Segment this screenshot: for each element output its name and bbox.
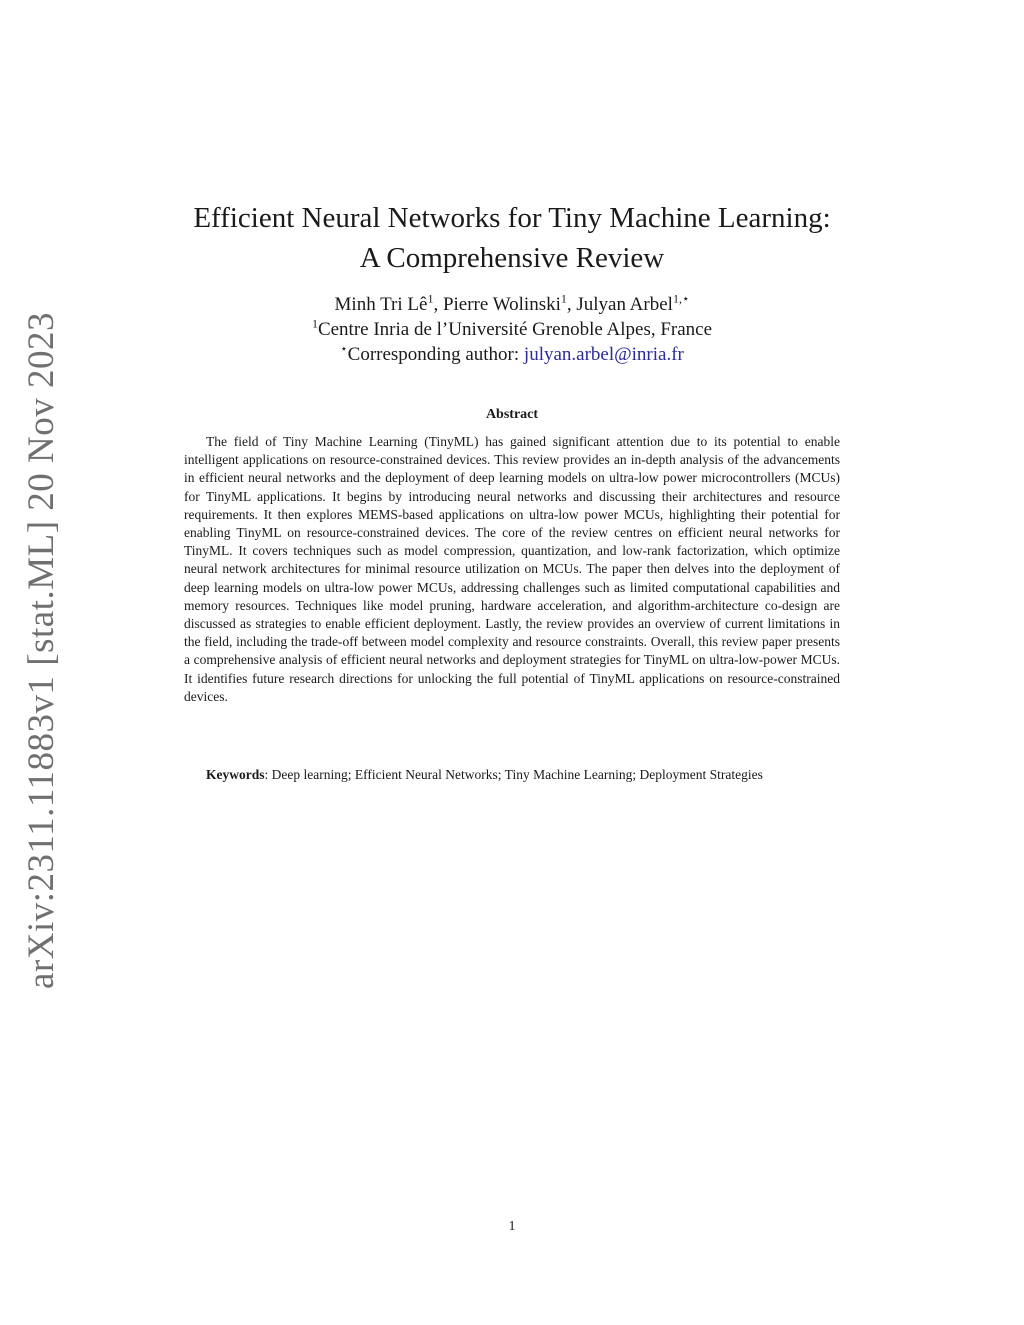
paper-title-line-2: A Comprehensive Review: [359, 242, 665, 274]
author-separator-1: ,: [433, 294, 443, 315]
author-name-2: Pierre Wolinski: [442, 294, 561, 315]
arxiv-identifier-text: arXiv:2311.11883v1 [stat.ML] 20 Nov 2023: [21, 311, 63, 989]
paper-title: [0, 198, 1024, 278]
author-name-1: Minh Tri Lê: [334, 294, 428, 315]
author-affiliation-mark-3: 1,⋆: [672, 291, 690, 306]
abstract-body: The field of Tiny Machine Learning (TinyML) has gained significant attention due to its potential to enable intelligent applications on resource-constrained devices. This review provides an in-depth analysis of the advancements in efficient neural networks and the deployment of deep learning models on ultra-low power microcontrollers (MCUs) for TinyML applications. It begins by introducing neural networks and discussing their architectures and resource requirements. It then explores MEMS-based applications on ultra-low power MCUs, highlighting their potential for enabling TinyML on resource-constrained devices. The core of the review centres on efficient neural networks for TinyML. It covers techniques such as model compression, quantization, and low-rank factorization, which optimize neural network architectures for minimal resource utilization on MCUs. The paper then delves into the deployment of deep learning models on ultra-low power MCUs, addressing challenges such as limited computational capabilities and memory resources. Techniques like model pruning, hardware acceleration, and algorithm-architecture co-design are discussed as strategies to enable efficient deployment. Lastly, the review provides an overview of current limitations in the field, including the trade-off between model complexity and resource constraints. Overall, this review paper presents a comprehensive analysis of efficient neural networks and deployment strategies for TinyML on ultra-low-power MCUs. It identifies future research directions for unlocking the full potential of TinyML applications on resource-constrained devices.: [184, 434, 840, 704]
arxiv-identifier-stamp: [16, 311, 68, 989]
affiliation-text: Centre Inria de l’Université Grenoble Alpes, France: [317, 319, 713, 340]
author-affiliation-mark-1: 1: [427, 291, 434, 306]
author-separator-2: ,: [566, 294, 577, 315]
corresponding-label: Corresponding author:: [347, 344, 524, 365]
keywords-text: : Deep learning; Efficient Neural Networks; Tiny Machine Learning; Deployment Strategies: [264, 767, 763, 782]
affiliation-mark: 1: [311, 316, 318, 331]
abstract-heading: Abstract: [485, 407, 539, 422]
author-name-3: Julyan Arbel: [576, 294, 673, 315]
author-affiliation-mark-2: 1: [560, 291, 567, 306]
keywords-label: Keywords: [206, 767, 265, 782]
page-number: 1: [508, 1219, 516, 1234]
corresponding-email-link[interactable]: julyan.arbel@inria.fr: [523, 344, 684, 365]
keywords-paragraph: [184, 766, 840, 784]
corresponding-mark: ⋆: [340, 341, 348, 356]
paper-title-line-1: Efficient Neural Networks for Tiny Machine Learning:: [193, 202, 831, 234]
author-block: [0, 292, 1024, 367]
corresponding-author-line: [0, 342, 1024, 367]
author-list: [0, 292, 1024, 317]
affiliation-line: [0, 317, 1024, 342]
